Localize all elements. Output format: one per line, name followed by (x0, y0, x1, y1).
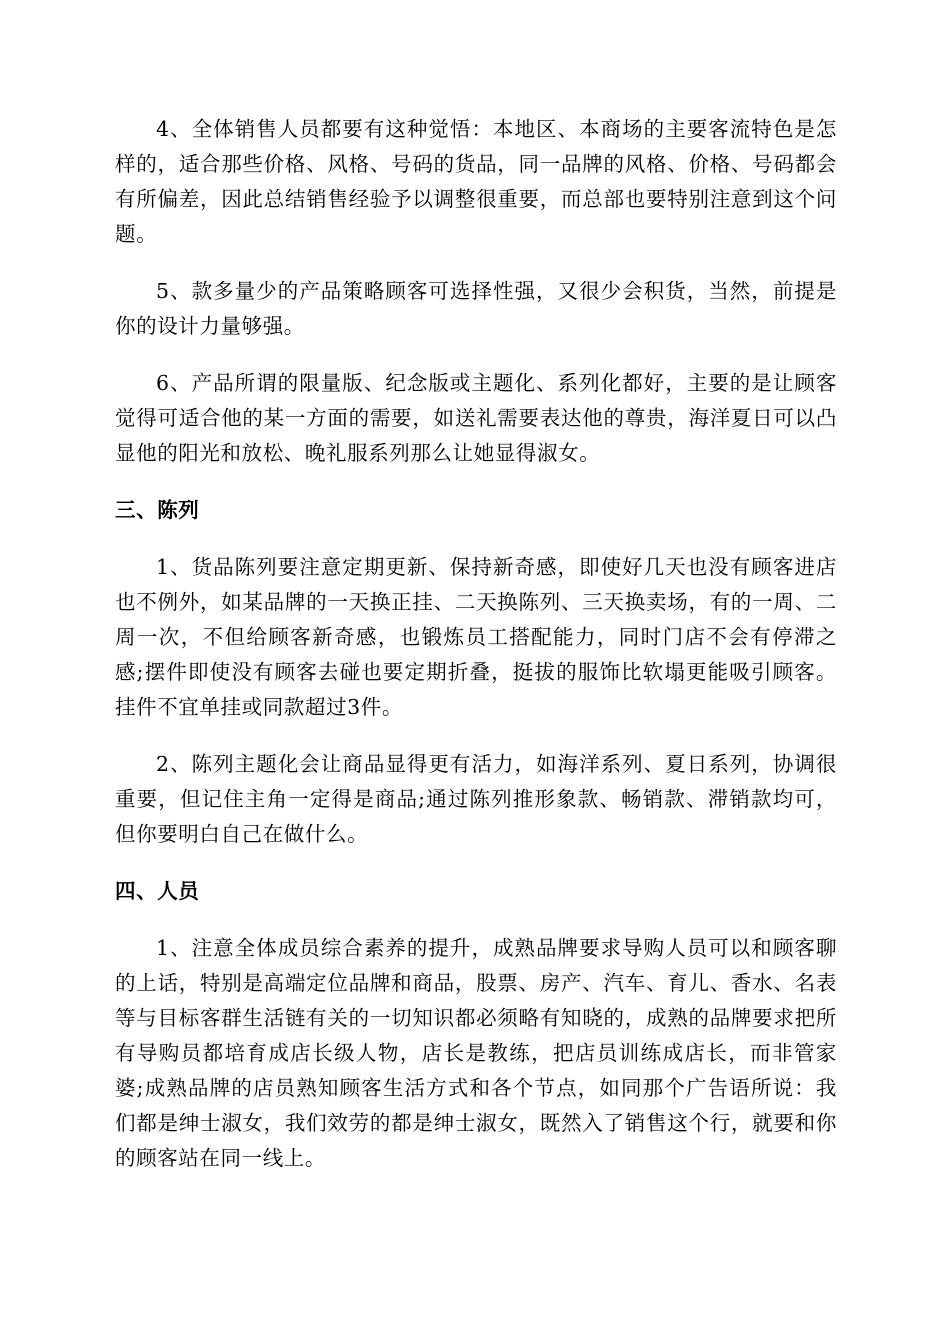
section-heading-display: 三、陈列 (115, 498, 200, 522)
section-heading-staff: 四、人员 (115, 879, 200, 903)
staff-paragraph-1: 1、注意全体成员综合素养的提升，成熟品牌要求导购人员可以和顾客聊的上话，特别是高端定位品牌和商品，股票、房产、汽车、育儿、香水、名表等与目标客群生活链有关的一切知识都必须略有知晓的，成熟的品牌要求把所有导购员都培育成店长级人物，店长是教练，把店员训练成店长，而非管家婆;成熟品牌的店员熟知顾客生活方式和各个节点，如同那个广告语所说：我们都是绅士淑女，我们效劳的都是绅士淑女，既然入了销售这个行，就要和你的顾客站在同一线上。 (115, 936, 837, 1170)
paragraph-item-5: 5、款多量少的产品策略顾客可选择性强，又很少会积货，当然，前提是你的设计力量够强。 (115, 279, 837, 338)
document-body (115, 112, 837, 1198)
display-paragraph-1: 1、货品陈列要注意定期更新、保持新奇感，即使好几天也没有顾客进店也不例外，如某品牌的一天换正挂、二天换陈列、三天换卖场，有的一周、二周一次，不但给顾客新奇感，也锻炼员工搭配能力，同时门店不会有停滞之感;摆件即使没有顾客去碰也要定期折叠，挺拔的服饰比软塌更能吸引顾客。挂件不宜单挂或同款超过3件。 (115, 555, 837, 719)
display-paragraph-2: 2、陈列主题化会让商品显得更有活力，如海洋系列、夏日系列，协调很重要，但记住主角一定得是商品;通过陈列推形象款、畅销款、滞销款均可，但你要明白自己在做什么。 (115, 752, 837, 846)
paragraph-item-6: 6、产品所谓的限量版、纪念版或主题化、系列化都好，主要的是让顾客觉得可适合他的某一方面的需要，如送礼需要表达他的尊贵，海洋夏日可以凸显他的阳光和放松、晚礼服系列那么让她显得淑女。 (115, 371, 837, 465)
paragraph-item-4: 4、全体销售人员都要有这种觉悟：本地区、本商场的主要客流特色是怎样的，适合那些价格、风格、号码的货品，同一品牌的风格、价格、号码都会有所偏差，因此总结销售经验予以调整很重要，而总部也要特别注意到这个问题。 (115, 117, 837, 246)
